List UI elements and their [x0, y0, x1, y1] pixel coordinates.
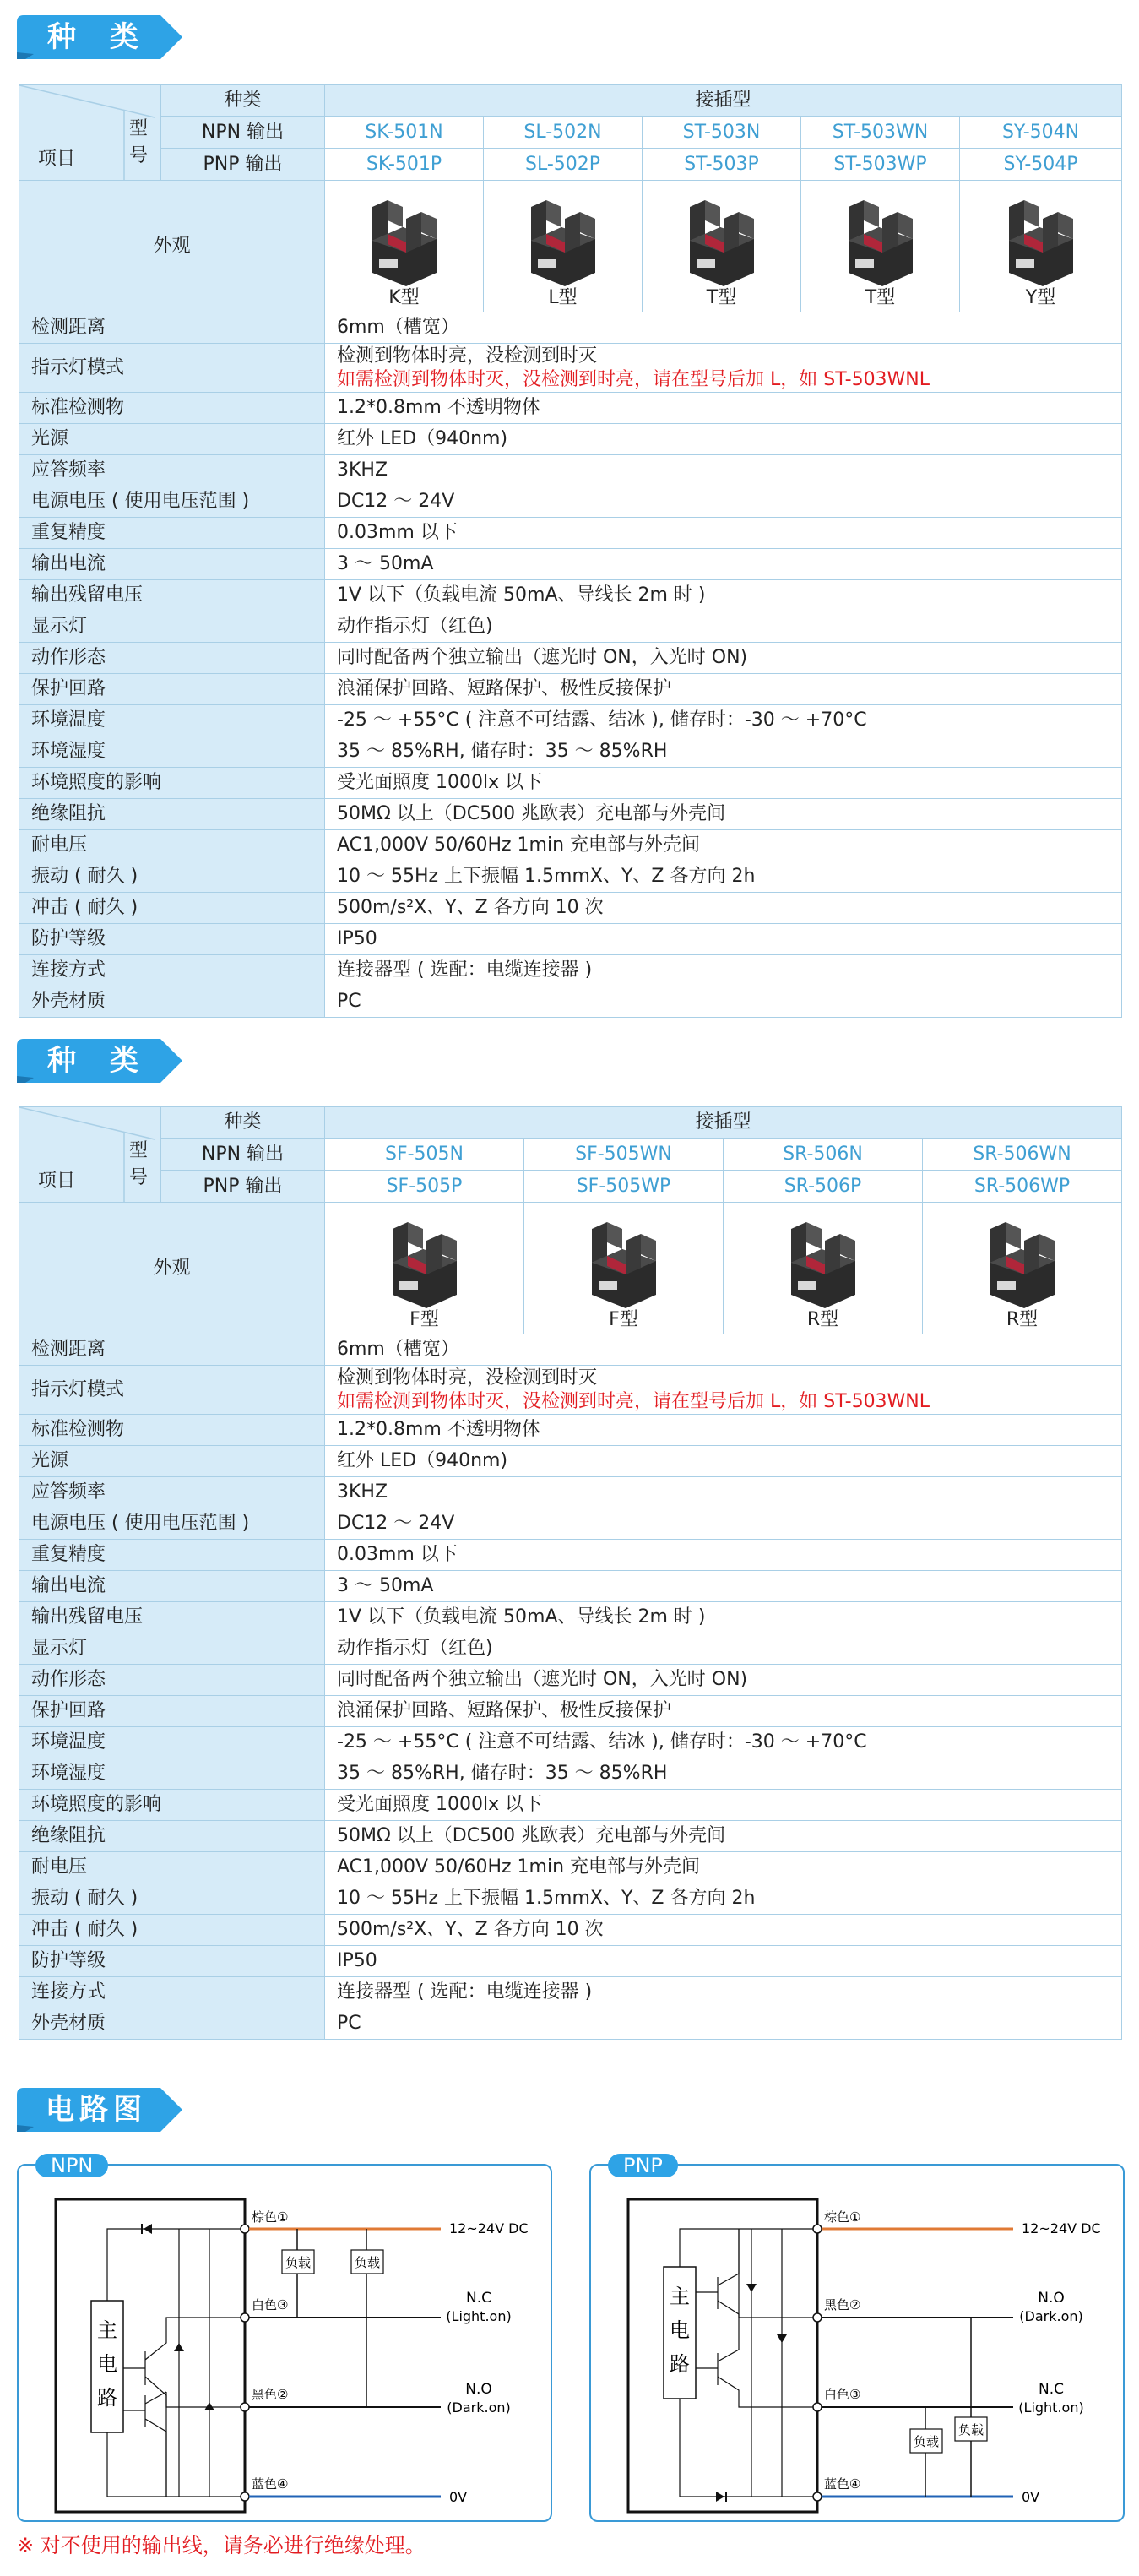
kind-label: 种类: [161, 85, 325, 117]
slot-sensor-image: [671, 190, 773, 290]
appearance-label: 外观: [19, 1203, 325, 1334]
spec-value-cell: 受光面照度 1000lx 以下: [325, 1790, 1122, 1821]
sensor-image-cell: [643, 181, 801, 312]
spec-label: 检测距离: [19, 312, 325, 344]
load-label: 负载: [913, 2434, 940, 2449]
spec-row: [19, 518, 1122, 549]
spec-row: [19, 1883, 1122, 1915]
spec-value-cell: 动作指示灯（红色): [325, 611, 1122, 643]
slot-sensor-image: [374, 1212, 475, 1312]
output-sub-label: (Light.on): [1018, 2399, 1084, 2416]
spec-label: 光源: [19, 424, 325, 455]
wire-label: 黑色②: [824, 2297, 861, 2312]
spec-value-cell: PC: [325, 2008, 1122, 2040]
spec-row: [19, 1633, 1122, 1665]
output-label: N.O: [465, 2381, 492, 2398]
npn-output-label: NPN 输出: [161, 117, 325, 149]
load-label: 负载: [957, 2422, 984, 2437]
spec-label: 标准检测物: [19, 393, 325, 424]
item-label: 项目: [38, 1171, 76, 1192]
model-pnp: ST-503WP: [801, 149, 960, 181]
shape-label: Y型: [1025, 286, 1056, 308]
supply-label: 12~24V DC: [1022, 2220, 1101, 2236]
spec-row: [19, 1821, 1122, 1852]
section-title-text: 电路图: [46, 2093, 147, 2127]
spec-row: [19, 830, 1122, 861]
model-pnp: SL-502P: [484, 149, 643, 181]
supply-label: 12~24V DC: [449, 2220, 529, 2236]
spec-value-cell: 浪涌保护回路、短路保护、极性反接保护: [325, 1696, 1122, 1727]
sensor-image-cell: [923, 1203, 1122, 1334]
model-pnp: ST-503P: [643, 149, 801, 181]
spec-label: 防护等级: [19, 924, 325, 955]
model-pnp: SF-505WP: [524, 1171, 724, 1203]
model-pnp: SR-506P: [724, 1171, 923, 1203]
spec-value-cell: 0.03mm 以下: [325, 1540, 1122, 1571]
npn-tag: NPN: [35, 2154, 108, 2177]
spec-label: 环境照度的影响: [19, 1790, 325, 1821]
spec-label: 外壳材质: [19, 2008, 325, 2040]
spec-label: 电源电压 ( 使用电压范围 ): [19, 486, 325, 518]
pnp-circuit-diagram: [589, 2154, 1125, 2522]
output-label: N.O: [1038, 2290, 1065, 2307]
footnote-warning: ※ 对不使用的输出线，请务必进行绝缘处理。: [17, 2534, 426, 2557]
slot-sensor-image: [773, 1212, 874, 1312]
main-circuit-char: 主: [97, 2318, 117, 2342]
spec-value-cell: 35 ～ 85%RH, 储存时：35 ～ 85%RH: [325, 736, 1122, 768]
spec-row: [19, 424, 1122, 455]
spec-row: [19, 1946, 1122, 1977]
sensor-image-cell: [325, 1203, 524, 1334]
wire-label: 蓝色④: [252, 2476, 289, 2492]
spec-value-cell: DC12 ～ 24V: [325, 486, 1122, 518]
sensor-image-cell: [484, 181, 643, 312]
npn-circuit-diagram: [17, 2154, 552, 2522]
spec-value-cell: 6mm（槽宽）: [325, 1334, 1122, 1366]
shape-label: F型: [409, 1308, 439, 1330]
spec-label: 环境照度的影响: [19, 768, 325, 799]
spec-label: 标准检测物: [19, 1415, 325, 1446]
output-sub-label: (Dark.on): [447, 2399, 511, 2416]
sensor-image-cell: [325, 181, 484, 312]
model-npn: SF-505WN: [524, 1139, 724, 1171]
spec-label: 输出残留电压: [19, 580, 325, 611]
spec-value-cell: AC1,000V 50/60Hz 1min 充电部与外壳间: [325, 1852, 1122, 1883]
main-circuit-char: 路: [97, 2386, 117, 2410]
spec-row: [19, 1415, 1122, 1446]
spec-value-cell: 10 ～ 55Hz 上下振幅 1.5mmX、Y、Z 各方向 2h: [325, 861, 1122, 893]
spec-label: 重复精度: [19, 1540, 325, 1571]
spec-value-cell: 50MΩ 以上（DC500 兆欧表）充电部与外壳间: [325, 1821, 1122, 1852]
spec-row: [19, 1977, 1122, 2008]
spec-row: [19, 1334, 1122, 1366]
spec-value-cell: 红外 LED（940nm): [325, 424, 1122, 455]
spec-label: 绝缘阻抗: [19, 1821, 325, 1852]
spec-value-cell: IP50: [325, 924, 1122, 955]
spec-value-cell: 红外 LED（940nm): [325, 1446, 1122, 1477]
spec-row: [19, 1665, 1122, 1696]
spec-label: 振动 ( 耐久 ): [19, 861, 325, 893]
spec-value-cell: 同时配备两个独立输出（遮光时 ON，入光时 ON): [325, 1665, 1122, 1696]
spec-row: [19, 986, 1122, 1018]
main-circuit-char: 主: [670, 2285, 690, 2308]
xing-label: 型: [129, 1140, 149, 1161]
model-pnp: SR-506WP: [923, 1171, 1122, 1203]
spec-row: [19, 1727, 1122, 1758]
sensor-image-cell: [524, 1203, 724, 1334]
output-sub-label: (Dark.on): [1019, 2308, 1083, 2324]
wire-label: 白色③: [824, 2387, 861, 2402]
model-npn: SF-505N: [325, 1139, 524, 1171]
spec-value-cell: IP50: [325, 1946, 1122, 1977]
spec-label: 动作形态: [19, 1665, 325, 1696]
model-npn: SL-502N: [484, 117, 643, 149]
plug-type-label: 接插型: [325, 85, 1122, 117]
model-npn: SR-506WN: [923, 1139, 1122, 1171]
spec-value-cell: 1V 以下（负载电流 50mA、导线长 2m 时 ): [325, 1602, 1122, 1633]
shape-label: T型: [865, 286, 896, 308]
hao-label: 号: [129, 145, 149, 166]
pnp-output-label: PNP 输出: [161, 149, 325, 181]
spec-row: [19, 799, 1122, 830]
sensor-image-cell: [960, 181, 1122, 312]
spec-value-cell: 500m/s²X、Y、Z 各方向 10 次: [325, 893, 1122, 924]
spec-value-cell: 10 ～ 55Hz 上下振幅 1.5mmX、Y、Z 各方向 2h: [325, 1883, 1122, 1915]
spec-table-1: [19, 84, 1122, 1018]
model-pnp: SK-501P: [325, 149, 484, 181]
spec-row: [19, 344, 1122, 393]
spec-row: [19, 1602, 1122, 1633]
wire-label: 白色③: [252, 2297, 289, 2312]
npn-circuit-svg: [19, 2166, 551, 2520]
spec-value-cell: 1.2*0.8mm 不透明物体: [325, 393, 1122, 424]
spec-value-cell: 1.2*0.8mm 不透明物体: [325, 1415, 1122, 1446]
spec-row: [19, 455, 1122, 486]
spec-label: 重复精度: [19, 518, 325, 549]
shape-label: R型: [1006, 1308, 1039, 1330]
spec-value-cell: 同时配备两个独立输出（遮光时 ON，入光时 ON): [325, 643, 1122, 674]
spec-row: [19, 768, 1122, 799]
slot-sensor-image: [990, 190, 1092, 290]
spec-value-cell: 受光面照度 1000lx 以下: [325, 768, 1122, 799]
spec-row: [19, 1915, 1122, 1946]
spec-value-cell: 0.03mm 以下: [325, 518, 1122, 549]
spec-label: 环境湿度: [19, 1758, 325, 1790]
spec-label: 外壳材质: [19, 986, 325, 1018]
spec-value-cell: 连接器型 ( 选配：电缆连接器 ): [325, 1977, 1122, 2008]
slot-sensor-image: [573, 1212, 675, 1312]
spec-label: 输出残留电压: [19, 1602, 325, 1633]
spec-label: 冲击 ( 耐久 ): [19, 1915, 325, 1946]
spec-value-cell: 500m/s²X、Y、Z 各方向 10 次: [325, 1915, 1122, 1946]
spec-value-cell: PC: [325, 986, 1122, 1018]
spec-row: [19, 549, 1122, 580]
spec-label: 耐电压: [19, 830, 325, 861]
pnp-tag: PNP: [608, 2154, 678, 2177]
slot-sensor-image: [513, 190, 614, 290]
model-npn: ST-503N: [643, 117, 801, 149]
spec-label: 保护回路: [19, 674, 325, 705]
spec-value-cell: 3 ～ 50mA: [325, 549, 1122, 580]
model-npn: SK-501N: [325, 117, 484, 149]
spec-row: [19, 611, 1122, 643]
shape-label: L型: [548, 286, 578, 308]
spec-row: [19, 393, 1122, 424]
spec-row: [19, 1366, 1122, 1415]
header-diagonal-cell: [19, 85, 161, 181]
load-label: 负载: [354, 2255, 381, 2270]
spec-label: 检测距离: [19, 1334, 325, 1366]
spec-value-cell: -25 ～ +55°C ( 注意不可结露、结冰 ), 储存时：-30 ～ +70°C: [325, 705, 1122, 736]
spec-row: [19, 1508, 1122, 1540]
spec-value-cell: 动作指示灯（红色): [325, 1633, 1122, 1665]
model-npn: SR-506N: [724, 1139, 923, 1171]
slot-sensor-image: [830, 190, 931, 290]
kind-label: 种类: [161, 1107, 325, 1139]
spec-label: 光源: [19, 1446, 325, 1477]
spec-label: 保护回路: [19, 1696, 325, 1727]
spec-label: 防护等级: [19, 1946, 325, 1977]
spec-row: [19, 1696, 1122, 1727]
spec-value-cell: 3 ～ 50mA: [325, 1571, 1122, 1602]
spec-label: 绝缘阻抗: [19, 799, 325, 830]
spec-row: [19, 643, 1122, 674]
spec-value-cell: AC1,000V 50/60Hz 1min 充电部与外壳间: [325, 830, 1122, 861]
wire-label: 棕色①: [252, 2209, 289, 2225]
section-title-text: 种 类: [47, 20, 150, 54]
spec-row: [19, 705, 1122, 736]
output-label: N.C: [466, 2290, 491, 2307]
spec-value-cell: -25 ～ +55°C ( 注意不可结露、结冰 ), 储存时：-30 ～ +70°C: [325, 1727, 1122, 1758]
section-title-text: 种 类: [47, 1044, 150, 1078]
model-pnp: SY-504P: [960, 149, 1122, 181]
spec-label: 环境温度: [19, 705, 325, 736]
spec-row: [19, 1790, 1122, 1821]
output-sub-label: (Light.on): [446, 2308, 512, 2324]
shape-label: R型: [806, 1308, 839, 1330]
spec-label: 冲击 ( 耐久 ): [19, 893, 325, 924]
slot-sensor-image: [972, 1212, 1073, 1312]
main-circuit-char: 路: [670, 2352, 690, 2376]
spec-row: [19, 1571, 1122, 1602]
spec-row: [19, 580, 1122, 611]
spec-row: [19, 674, 1122, 705]
section-title-kinds-1: [17, 15, 182, 59]
spec-label: 显示灯: [19, 1633, 325, 1665]
spec-row: [19, 1446, 1122, 1477]
spec-label: 指示灯模式: [19, 344, 325, 393]
main-circuit-char: 电: [97, 2352, 117, 2376]
npn-output-label: NPN 输出: [161, 1139, 325, 1171]
spec-row: [19, 1477, 1122, 1508]
spec-label: 耐电压: [19, 1852, 325, 1883]
section-title-kinds-2: [17, 1039, 182, 1083]
spec-table-2: [19, 1106, 1122, 2040]
spec-value-cell: 1V 以下（负载电流 50mA、导线长 2m 时 ): [325, 580, 1122, 611]
xing-label: 型: [129, 118, 149, 139]
spec-value: 检测到物体时亮，没检测到时灭: [337, 1367, 598, 1389]
wire-label: 蓝色④: [824, 2476, 861, 2492]
spec-value-cell: [325, 344, 1122, 393]
spec-value: 检测到物体时亮，没检测到时灭: [337, 345, 598, 367]
spec-row: [19, 955, 1122, 986]
spec-value-cell: 3KHZ: [325, 455, 1122, 486]
header-diagonal-cell: [19, 1107, 161, 1203]
spec-row: [19, 1852, 1122, 1883]
wire-label: 黑色②: [252, 2387, 289, 2402]
zero-volt-label: 0V: [449, 2489, 468, 2505]
shape-label: F型: [609, 1308, 638, 1330]
spec-row: [19, 1540, 1122, 1571]
spec-row: [19, 893, 1122, 924]
spec-label: 显示灯: [19, 611, 325, 643]
appearance-label: 外观: [19, 181, 325, 312]
spec-note: 如需检测到物体时灭，没检测到时亮，请在型号后加 L，如 ST-503WNL: [337, 1390, 930, 1412]
spec-value-cell: DC12 ～ 24V: [325, 1508, 1122, 1540]
spec-label: 动作形态: [19, 643, 325, 674]
spec-label: 应答频率: [19, 455, 325, 486]
spec-value-cell: 6mm（槽宽）: [325, 312, 1122, 344]
item-label: 项目: [38, 149, 76, 170]
spec-row: [19, 312, 1122, 344]
load-label: 负载: [285, 2255, 312, 2270]
model-pnp: SF-505P: [325, 1171, 524, 1203]
spec-row: [19, 861, 1122, 893]
hao-label: 号: [129, 1167, 149, 1188]
section-title-circuit: [17, 2088, 182, 2132]
spec-label: 环境湿度: [19, 736, 325, 768]
spec-value-cell: 50MΩ 以上（DC500 兆欧表）充电部与外壳间: [325, 799, 1122, 830]
shape-label: T型: [706, 286, 737, 308]
spec-label: 指示灯模式: [19, 1366, 325, 1415]
spec-label: 环境温度: [19, 1727, 325, 1758]
spec-label: 电源电压 ( 使用电压范围 ): [19, 1508, 325, 1540]
spec-label: 输出电流: [19, 1571, 325, 1602]
slot-sensor-image: [354, 190, 455, 290]
spec-row: [19, 486, 1122, 518]
wire-label: 棕色①: [824, 2209, 861, 2225]
model-npn: SY-504N: [960, 117, 1122, 149]
sensor-image-cell: [801, 181, 960, 312]
spec-note: 如需检测到物体时灭，没检测到时亮，请在型号后加 L，如 ST-503WNL: [337, 368, 930, 390]
shape-label: K型: [388, 286, 420, 308]
spec-label: 振动 ( 耐久 ): [19, 1883, 325, 1915]
output-label: N.C: [1039, 2381, 1064, 2398]
model-npn: ST-503WN: [801, 117, 960, 149]
spec-label: 连接方式: [19, 1977, 325, 2008]
sensor-image-cell: [724, 1203, 923, 1334]
pnp-circuit-svg: [591, 2166, 1123, 2520]
spec-label: 应答频率: [19, 1477, 325, 1508]
plug-type-label: 接插型: [325, 1107, 1122, 1139]
spec-value-cell: 3KHZ: [325, 1477, 1122, 1508]
spec-value-cell: [325, 1366, 1122, 1415]
spec-row: [19, 2008, 1122, 2040]
spec-value-cell: 35 ～ 85%RH, 储存时：35 ～ 85%RH: [325, 1758, 1122, 1790]
spec-value-cell: 浪涌保护回路、短路保护、极性反接保护: [325, 674, 1122, 705]
pnp-output-label: PNP 输出: [161, 1171, 325, 1203]
spec-row: [19, 736, 1122, 768]
spec-value-cell: 连接器型 ( 选配：电缆连接器 ): [325, 955, 1122, 986]
spec-row: [19, 924, 1122, 955]
spec-label: 输出电流: [19, 549, 325, 580]
main-circuit-char: 电: [670, 2318, 690, 2342]
spec-label: 连接方式: [19, 955, 325, 986]
zero-volt-label: 0V: [1022, 2489, 1040, 2505]
spec-row: [19, 1758, 1122, 1790]
